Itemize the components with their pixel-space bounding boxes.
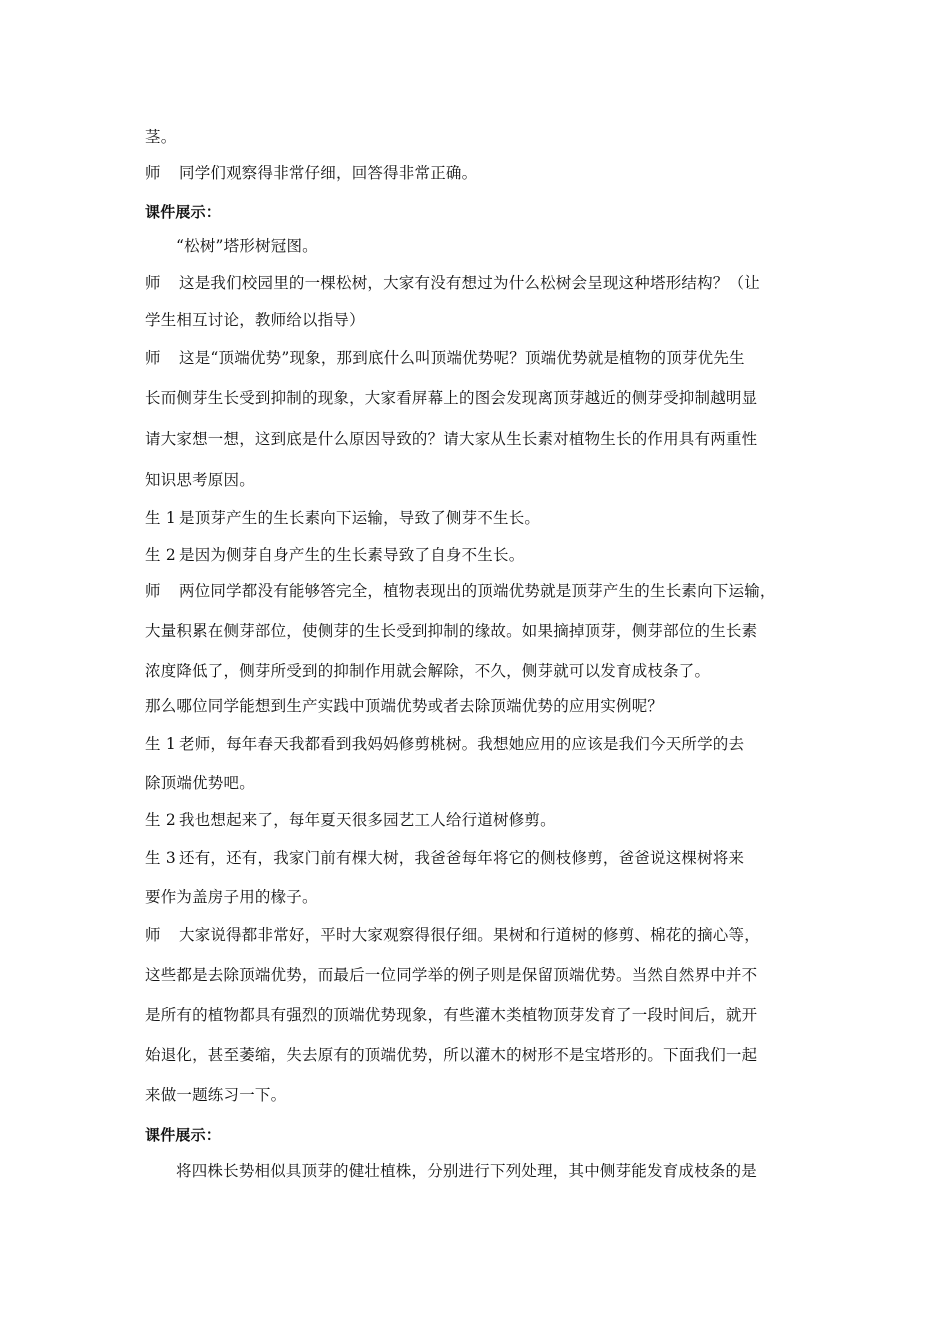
speaker-label: 生 3 [145, 849, 176, 867]
speaker-label: 生 1 [145, 735, 176, 753]
dialogue-line: 生 2 我也想起来了，每年夏天很多园艺工人给行道树修剪。 [145, 811, 556, 829]
text-line: 请大家想一想，这到底是什么原因导致的？请大家从生长素对植物生长的作用具有两重性 [145, 430, 758, 448]
speaker-label: 生 2 [145, 546, 176, 564]
dialogue-line: 生 3 还有，还有，我家门前有棵大树，我爸爸每年将它的侧枝修剪，爸爸说这棵树将来 [145, 849, 745, 867]
dialogue-line: 师 大家说得都非常好，平时大家观察得很仔细。果树和行道树的修剪、棉花的摘心等， [145, 926, 760, 944]
speaker-label: 师 [145, 349, 161, 367]
text-line: 要作为盖房子用的椽子。 [145, 888, 318, 906]
text-line: 除顶端优势吧。 [145, 774, 255, 792]
text-line: 长而侧芽生长受到抑制的现象，大家看屏幕上的图会发现离顶芽越近的侧芽受抑制越明显 [145, 389, 758, 407]
dialogue-line: 生 1 是顶芽产生的生长素向下运输，导致了侧芽不生长。 [145, 509, 541, 527]
text-line: 是所有的植物都具有强烈的顶端优势现象，有些灌木类植物顶芽发育了一段时间后，就开 [145, 1006, 758, 1024]
text-line: 学生相互讨论，教师给以指导） [145, 311, 365, 329]
text-line: 浓度降低了，侧芽所受到的抑制作用就会解除，不久，侧芽就可以发育成枝条了。 [145, 662, 711, 680]
speaker-label: 师 [145, 274, 161, 292]
dialogue-line: 师 两位同学都没有能够答完全，植物表现出的顶端优势就是顶芽产生的生长素向下运输， [145, 582, 776, 600]
dialogue-line: 师 这是我们校园里的一棵松树，大家有没有想过为什么松树会呈现这种塔形结构？（让 [145, 274, 760, 292]
dialogue-line: 师 这是“顶端优势”现象，那到底什么叫顶端优势呢？顶端优势就是植物的顶芽优先生 [145, 349, 745, 367]
text-line: 来做一题练习一下。 [145, 1086, 287, 1104]
dialogue-line: 生 1 老师，每年春天我都看到我妈妈修剪桃树。我想她应用的应该是我们今天所学的去 [145, 735, 745, 753]
dialogue-line: 师 同学们观察得非常仔细，回答得非常正确。 [145, 164, 478, 182]
text-line: “松树”塔形树冠图。 [176, 237, 318, 255]
text-line: 这些都是去除顶端优势，而最后一位同学举的例子则是保留顶端优势。当然自然界中并不 [145, 966, 758, 984]
speaker-label: 师 [145, 582, 161, 600]
text-line: 知识思考原因。 [145, 471, 255, 489]
text-line: 将四株长势相似具顶芽的健壮植株，分别进行下列处理，其中侧芽能发育成枝条的是 [176, 1162, 757, 1180]
text-line: 始退化，甚至萎缩，失去原有的顶端优势，所以灌木的树形不是宝塔形的。下面我们一起 [145, 1046, 758, 1064]
speaker-label: 生 2 [145, 811, 176, 829]
section-heading: 课件展示： [145, 1126, 222, 1144]
text-line: 大量积累在侧芽部位，使侧芽的生长受到抑制的缘故。如果摘掉顶芽，侧芽部位的生长素 [145, 622, 758, 640]
dialogue-line: 生 2 是因为侧芽自身产生的生长素导致了自身不生长。 [145, 546, 525, 564]
section-heading: 课件展示： [145, 203, 222, 221]
text-line: 茎。 [145, 128, 177, 146]
speaker-label: 师 [145, 926, 161, 944]
speaker-label: 师 [145, 164, 161, 182]
speaker-label: 生 1 [145, 509, 176, 527]
text-line: 那么哪位同学能想到生产实践中顶端优势或者去除顶端优势的应用实例呢？ [145, 697, 664, 715]
